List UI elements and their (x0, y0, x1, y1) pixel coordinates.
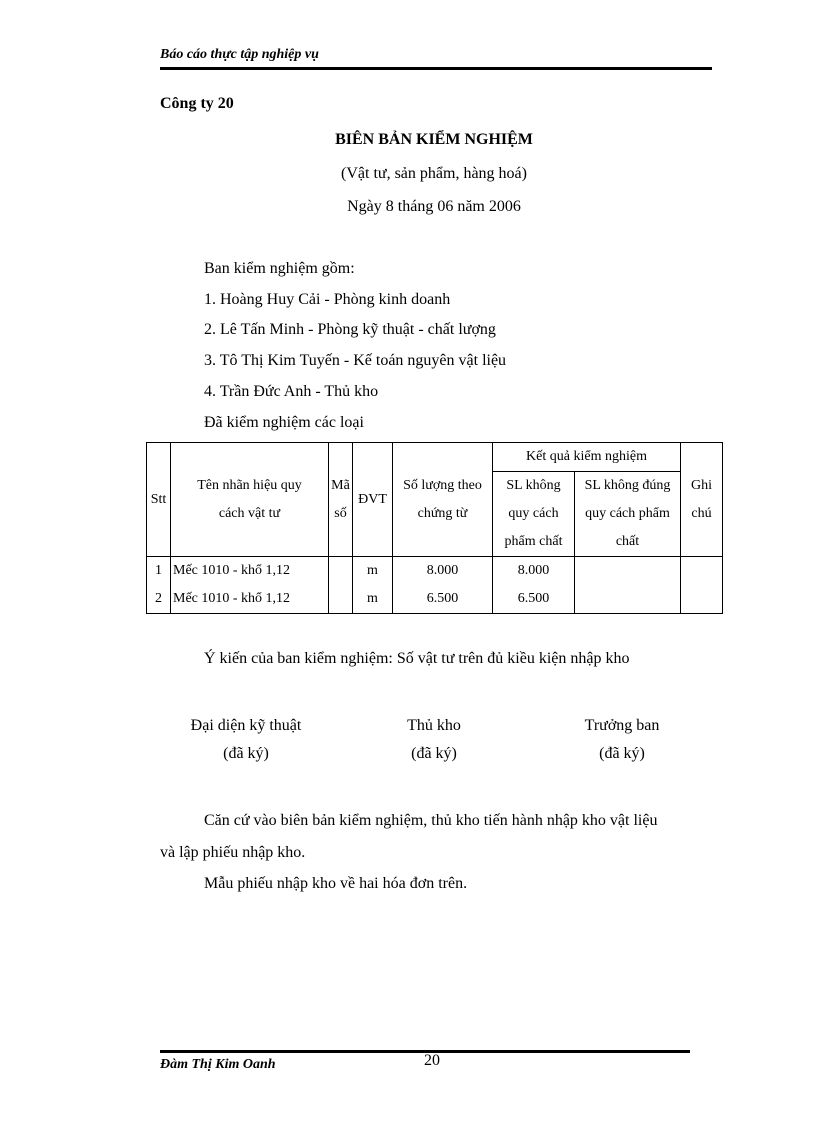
inspection-table (146, 442, 723, 614)
checked-items-label: Đã kiểm nghiệm các loại (204, 414, 364, 431)
cell-result-ok: 8.000 (493, 557, 575, 586)
cell-unit: m (353, 585, 393, 614)
signature-role: Thủ kho (407, 717, 461, 734)
cell-note (681, 585, 723, 614)
cell-item-name: Mếc 1010 - khổ 1,12 (171, 557, 329, 586)
header-item-name: Tên nhãn hiệu quy cách vật tư (171, 443, 329, 557)
signature-technical (146, 717, 346, 763)
closing-paragraph-cont: và lập phiếu nhập kho. (160, 844, 306, 861)
cell-unit: m (353, 557, 393, 586)
running-header: Báo cáo thực tập nghiệp vụ (160, 47, 319, 62)
header-stt: Stt (147, 443, 171, 557)
committee-member: 1. Hoàng Huy Cải - Phòng kinh doanh (204, 291, 451, 308)
cell-note (681, 557, 723, 586)
signature-status: (đã ký) (223, 745, 269, 762)
footer-author: Đàm Thị Kim Oanh (160, 1057, 276, 1072)
committee-member: 2. Lê Tấn Minh - Phòng kỹ thuật - chất lượng (204, 321, 496, 338)
header-note: Ghi chú (681, 443, 723, 557)
cell-code (329, 585, 353, 614)
committee-member: 4. Trần Đức Anh - Thủ kho (204, 383, 379, 400)
header-qty: Số lượng theo chứng từ (393, 443, 493, 557)
header-result-ok: SL không quy cách phẩm chất (493, 472, 575, 557)
table-row (147, 585, 723, 614)
header-result: Kết quả kiểm nghiệm (493, 443, 681, 472)
cell-result-ok: 6.500 (493, 585, 575, 614)
cell-code (329, 557, 353, 586)
signature-role: Trưởng ban (584, 717, 660, 734)
cell-stt: 1 (147, 557, 171, 586)
signature-storekeeper (334, 717, 534, 763)
committee-opinion: Ý kiến của ban kiểm nghiệm: Số vật tư trên đủ kiều kiện nhập kho (204, 650, 630, 667)
cell-result-bad (575, 585, 681, 614)
header-code: Mã số (329, 443, 353, 557)
company-name: Công ty 20 (160, 95, 234, 112)
header-rule (160, 67, 712, 70)
signature-status: (đã ký) (599, 745, 645, 762)
cell-item-name: Mếc 1010 - khổ 1,12 (171, 585, 329, 614)
committee-intro: Ban kiểm nghiệm gồm: (204, 260, 355, 277)
table-row (147, 557, 723, 586)
document-date: Ngày 8 tháng 06 năm 2006 (347, 198, 521, 215)
committee-member: 3. Tô Thị Kim Tuyến - Kế toán nguyên vật liệu (204, 352, 507, 369)
signature-role: Đại diện kỹ thuật (190, 717, 302, 734)
header-unit: ĐVT (353, 443, 393, 557)
signature-head (522, 717, 722, 763)
cell-stt: 2 (147, 585, 171, 614)
cell-result-bad (575, 557, 681, 586)
closing-paragraph: Căn cứ vào biên bản kiểm nghiệm, thủ kho tiến hành nhập kho vật liệu (204, 812, 658, 829)
page-number: 20 (424, 1052, 440, 1069)
closing-note: Mẫu phiếu nhập kho về hai hóa đơn trên. (204, 875, 468, 892)
document-subtitle: (Vật tư, sản phẩm, hàng hoá) (341, 165, 527, 182)
signature-status: (đã ký) (411, 745, 457, 762)
header-result-bad: SL không đúng quy cách phẩm chất (575, 472, 681, 557)
cell-qty: 6.500 (393, 585, 493, 614)
cell-qty: 8.000 (393, 557, 493, 586)
document-title: BIÊN BẢN KIỂM NGHIỆM (335, 131, 533, 148)
